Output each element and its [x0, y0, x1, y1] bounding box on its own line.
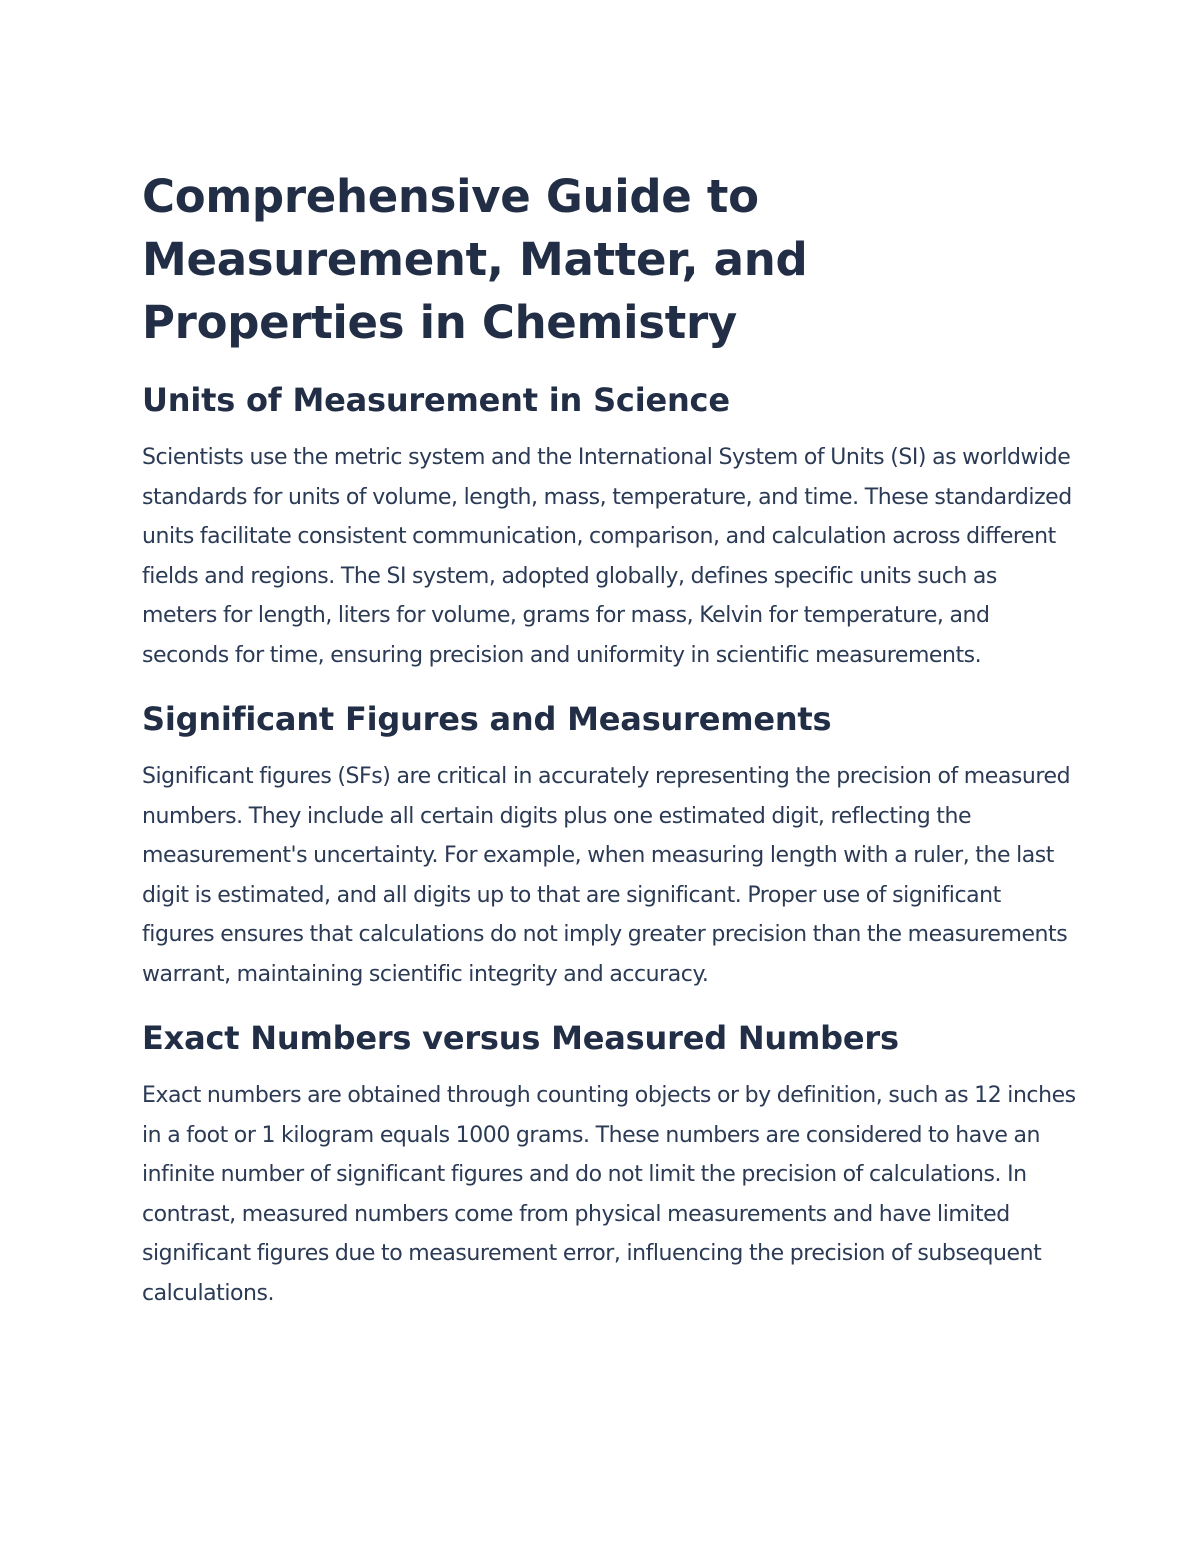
section-body-exact-numbers: Exact numbers are obtained through counting objects or by definition, such as 12 inches in a foot or 1 kilogram equals 1000 grams. These numbers are considered to have an infinite number of significant figures and do not limit the precision of calculations. In contrast, measured numbers come from physical measurements and have limited significant figures due to measurement error, influencing the precision of subsequent calculations.	[142, 1083, 1076, 1306]
section-body-significant-figures: Significant figures (SFs) are critical in accurately representing the precision of measured numbers. They include all certain digits plus one estimated digit, reflecting the measurement's uncertainty. For example, when measuring length with a ruler, the last digit is estimated, and all digits up to that are significant. Proper use of significant figures ensures that calculations do not imply greater precision than the measurements warrant, maintaining scientific integrity and accuracy.	[142, 764, 1071, 987]
document-title: Comprehensive Guide to Measurement, Matter, and Properties in Chemistry	[142, 170, 808, 349]
document-page	[142, 165, 1077, 1313]
section-heading-exact-numbers: Exact Numbers versus Measured Numbers	[142, 1019, 899, 1057]
section-heading-units: Units of Measurement in Science	[142, 381, 730, 419]
section-body-units: Scientists use the metric system and the International System of Units (SI) as worldwide standards for units of volume, length, mass, temperature, and time. These standardized units facilitate consistent communication, comparison, and calculation across different fields and regions. The SI system, adopted globally, defines specific units such as meters for length, liters for volume, grams for mass, Kelvin for temperature, and seconds for time, ensuring precision and uniformity in scientific measurements.	[142, 445, 1072, 668]
section-heading-significant-figures: Significant Figures and Measurements	[142, 700, 832, 738]
